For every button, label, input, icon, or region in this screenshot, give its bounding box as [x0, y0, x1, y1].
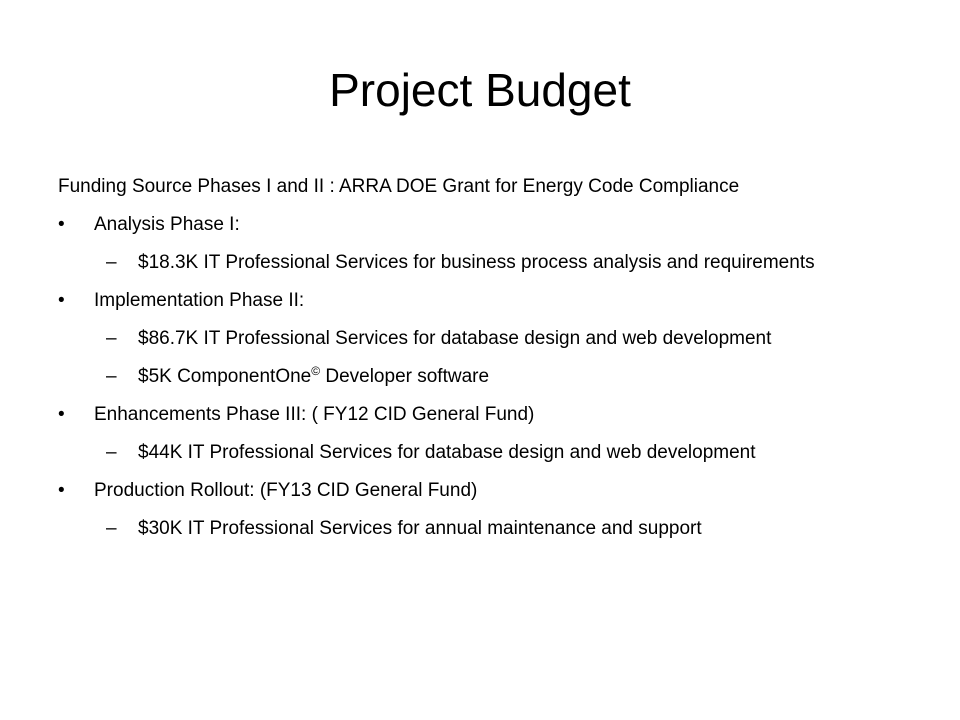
bullet-marker: •: [58, 404, 65, 425]
bullet-marker: •: [58, 214, 65, 235]
bullet-marker: •: [58, 480, 65, 501]
bullet-item-implementation: [58, 289, 918, 313]
bullet-label: Analysis Phase I:: [94, 214, 240, 235]
bullet-marker: •: [58, 290, 65, 311]
subitem-enhancements-services: [58, 441, 918, 465]
dash-marker: –: [106, 366, 117, 387]
bullet-item-enhancements: [58, 403, 918, 427]
bullet-item-analysis: [58, 213, 918, 237]
dash-marker: –: [106, 518, 117, 539]
bullet-label: Production Rollout: (FY13 CID General Fund): [94, 480, 478, 501]
software-prefix: $5K ComponentOne: [138, 366, 312, 387]
slide-content: [58, 175, 918, 555]
subitem-implementation-software: [58, 365, 918, 389]
bullet-label: Enhancements Phase III: ( FY12 CID General Fund): [94, 404, 535, 425]
software-suffix: Developer software: [320, 366, 490, 387]
copyright-mark: ©: [311, 364, 321, 378]
subitem-analysis-services: [58, 251, 918, 275]
subitem-text: $86.7K IT Professional Services for database design and web development: [138, 328, 772, 349]
subitem-production-services: [58, 517, 918, 541]
funding-source-text: Funding Source Phases I and II : ARRA DOE Grant for Energy Code Compliance: [58, 176, 740, 197]
dash-marker: –: [106, 252, 117, 273]
dash-marker: –: [106, 442, 117, 463]
subitem-text: $18.3K IT Professional Services for business process analysis and requirements: [138, 252, 815, 273]
bullet-item-production: [58, 479, 918, 503]
subitem-implementation-services: [58, 327, 918, 351]
subitem-text: $44K IT Professional Services for database design and web development: [138, 442, 756, 463]
slide-title: Project Budget: [329, 64, 631, 116]
bullet-label: Implementation Phase II:: [94, 290, 305, 311]
dash-marker: –: [106, 328, 117, 349]
subitem-text: $30K IT Professional Services for annual maintenance and support: [138, 518, 702, 539]
